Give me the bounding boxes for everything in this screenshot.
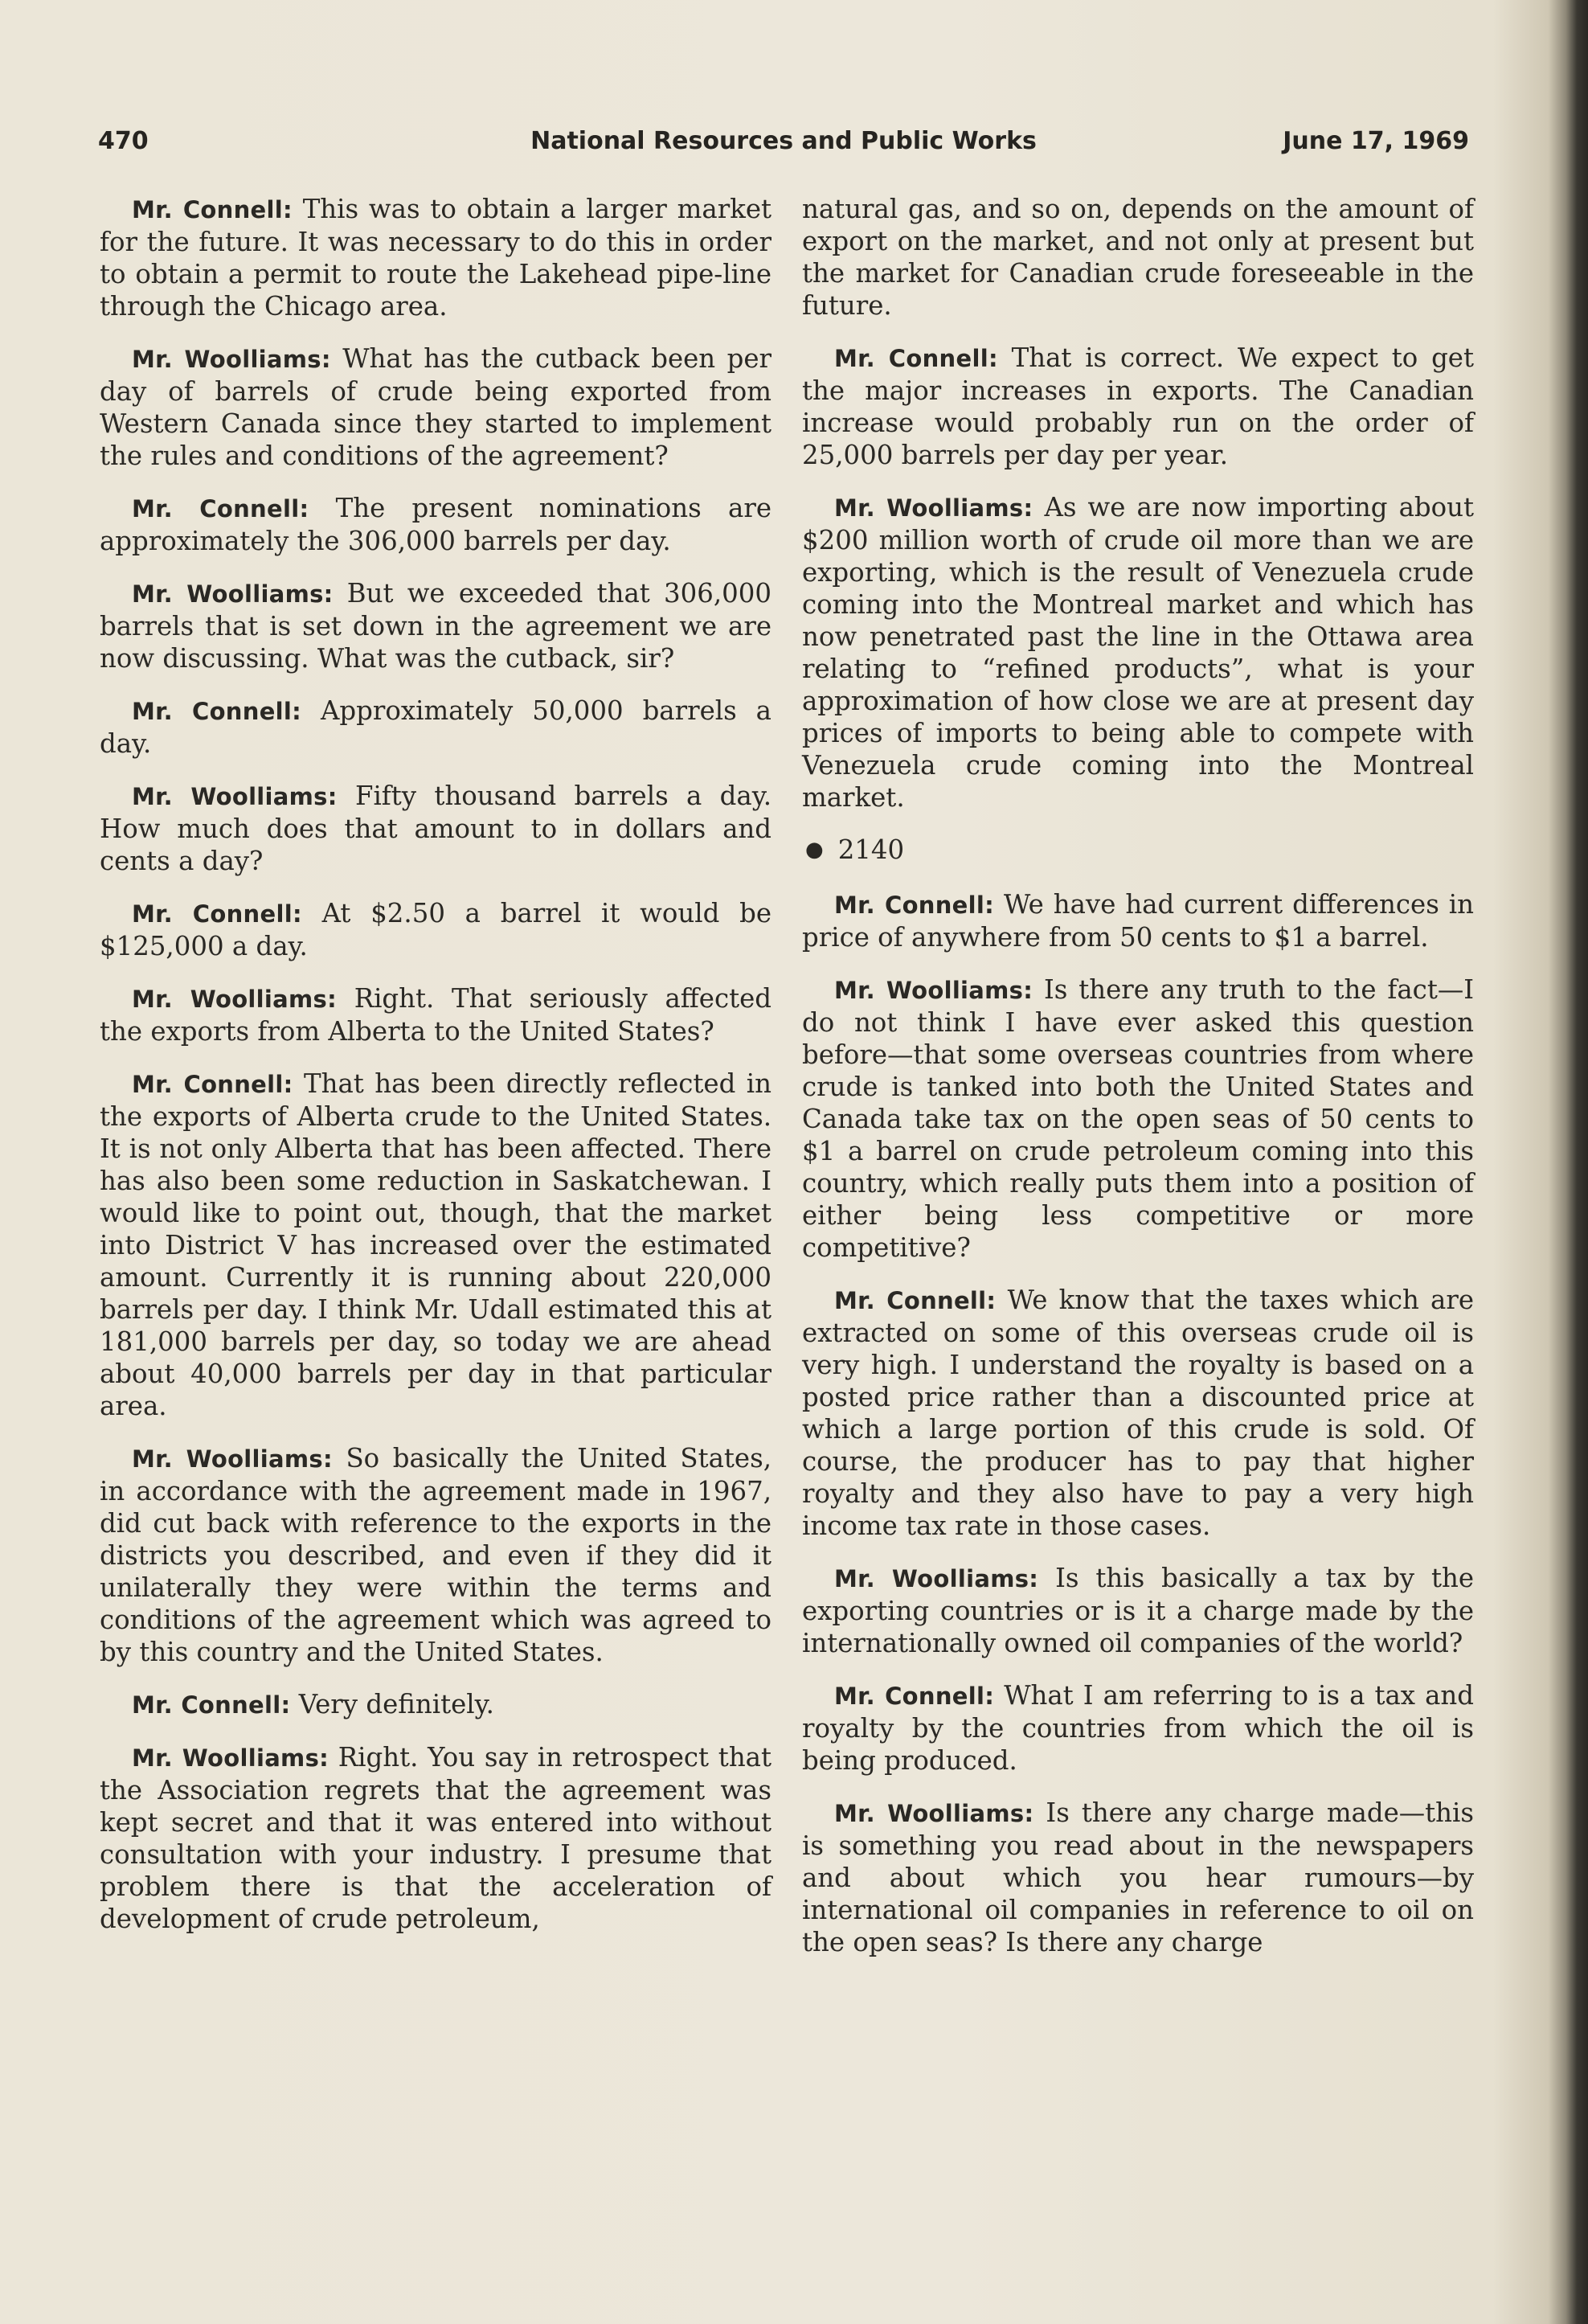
testimony-text: At $2.50 a barrel it would be $125,000 a day.	[100, 898, 772, 961]
testimony-paragraph	[802, 1284, 1474, 1542]
speaker-name: Mr. Connell:	[132, 900, 302, 928]
testimony-paragraph	[100, 897, 771, 962]
page-header	[98, 127, 1469, 159]
speaker-name: Mr. Connell:	[132, 495, 309, 523]
speaker-name: Mr. Connell:	[834, 345, 998, 372]
testimony-text: Right. That seriously affected the exports from Alberta to the United States?	[100, 983, 772, 1047]
speaker-name: Mr. Woolliams:	[132, 580, 334, 608]
page-number: 470	[98, 127, 149, 155]
speaker-name: Mr. Woolliams:	[834, 1800, 1034, 1827]
testimony-paragraph	[802, 888, 1474, 953]
testimony-text: We have had current differences in price of anywhere from 50 cents to $1 a barrel.	[802, 889, 1474, 953]
testimony-paragraph	[100, 1068, 771, 1422]
speaker-name: Mr. Connell:	[132, 1071, 293, 1098]
speaker-name: Mr. Woolliams:	[132, 783, 338, 810]
speaker-name: Mr. Woolliams:	[132, 1445, 333, 1473]
testimony-text: Fifty thousand barrels a day. How much does that amount to in dollars and cents a day?	[100, 781, 771, 876]
speaker-name: Mr. Connell:	[132, 698, 302, 725]
testimony-paragraph	[100, 1741, 771, 1935]
continued-text: natural gas, and so on, depends on the amount of export on the market, and not only at present but the market for Canadian crude foreseeable in the future.	[802, 194, 1474, 321]
testimony-paragraph	[802, 1679, 1474, 1777]
testimony-paragraph	[802, 342, 1474, 471]
testimony-paragraph	[100, 982, 771, 1047]
speaker-name: Mr. Connell:	[132, 1691, 291, 1719]
testimony-text: As we are now importing about $200 million worth of crude oil more than we are exporting, which is the result of Venezuela crude coming into the Montreal market and which has now penetrated past the line in the Ottawa area relating to “refined products”, what is your approximation of how close we are at present day prices of imports to being able to compete with Venezuela crude coming into the Montreal market.	[802, 492, 1474, 813]
speaker-name: Mr. Connell:	[834, 1287, 997, 1314]
testimony-text: But we exceeded that 306,000 barrels that is set down in the agreement we are now discussing. What was the cutback, sir?	[100, 578, 771, 674]
testimony-paragraph	[802, 491, 1474, 814]
testimony-paragraph	[100, 780, 771, 877]
testimony-text: Approximately 50,000 barrels a day.	[100, 695, 771, 759]
testimony-text: Very definitely.	[298, 1689, 494, 1719]
time-marker	[802, 834, 1474, 868]
testimony-text: That is correct. We expect to get the major increases in exports. The Canadian increase would probably run on the order of 25,000 barrels per day per year.	[802, 342, 1474, 470]
testimony-text: Is there any truth to the fact—I do not think I have ever asked this question before—that some overseas countries from where crude is tanked into both the United States and Canada take tax on the open seas of 50 cents to $1 a barrel on crude petroleum coming into this country, which really puts them into a position of either being less competitive or more competitive?	[802, 974, 1475, 1263]
testimony-text: That has been directly reflected in the exports of Alberta crude to the United States. It is not only Alberta that has been affected. There has also been some reduction in Saskatchewan. I would like to point out, though, that the market into District V has increased over the estimated amount. Currently it is running about 220,000 barrels per day. I think Mr. Udall estimated this at 181,000 barrels per day, so today we are ahead about 40,000 barrels per day in that particular area.	[100, 1068, 771, 1421]
speaker-name: Mr. Woolliams:	[132, 1744, 329, 1772]
right-column	[802, 193, 1474, 1978]
time-marker-value: 2140	[837, 834, 905, 865]
testimony-text: This was to obtain a larger market for the future. It was necessary to do this in order to obtain a permit to route the Lakehead pipe-line through the Chicago area.	[100, 194, 772, 322]
speaker-name: Mr. Woolliams:	[132, 986, 337, 1013]
testimony-paragraph	[100, 577, 771, 674]
testimony-text: What has the cutback been per day of barrels of crude being exported from Western Canada since they started to implement the rules and conditions of the agreement?	[100, 343, 772, 471]
testimony-paragraph	[100, 1688, 771, 1721]
speaker-name: Mr. Connell:	[834, 891, 995, 919]
testimony-text: We know that the taxes which are extracted on some of this overseas crude oil is very high. I understand the royalty is based on a posted price rather than a discounted price at which a large portion of this crude is sold. Of course, the producer has to pay that higher royalty and they also have to pay a very high income tax rate in those cases.	[802, 1285, 1475, 1541]
testimony-paragraph	[802, 1797, 1474, 1958]
speaker-name: Mr. Woolliams:	[132, 346, 331, 373]
testimony-paragraph	[100, 492, 771, 557]
testimony-paragraph	[100, 1442, 771, 1668]
running-title: National Resources and Public Works	[530, 127, 1037, 155]
speaker-name: Mr. Connell:	[132, 196, 293, 223]
testimony-paragraph	[802, 973, 1474, 1264]
speaker-name: Mr. Woolliams:	[834, 494, 1033, 522]
testimony-text: Right. You say in retrospect that the Association regrets that the agreement was kept secret and that it was entered into without consultation with your industry. I presume that problem there is that the acceleration of development of crude petroleum,	[100, 1742, 772, 1934]
testimony-paragraph	[100, 342, 771, 472]
testimony-text: So basically the United States, in accordance with the agreement made in 1967, did cut back with reference to the exports in the districts you described, and even if they did it unilaterally they were within the terms and conditions of the agreement which was agreed to by this country and the United States.	[100, 1443, 772, 1667]
bullet-icon: ●	[805, 838, 824, 862]
left-column	[100, 193, 771, 1955]
testimony-text: The present nominations are approximately the 306,000 barrels per day.	[100, 493, 771, 556]
speaker-name: Mr. Woolliams:	[834, 977, 1033, 1004]
testimony-paragraph	[100, 695, 771, 760]
testimony-text: What I am referring to is a tax and royalty by the countries from which the oil is being produced.	[802, 1680, 1475, 1776]
speaker-name: Mr. Connell:	[834, 1683, 995, 1710]
header-date: June 17, 1969	[1283, 127, 1469, 155]
speaker-name: Mr. Woolliams:	[834, 1565, 1039, 1592]
testimony-text: Is there any charge made—this is something you read about in the newspapers and about which you hear rumours—by international oil companies in reference to oil on the open seas? Is there any charge	[802, 1797, 1475, 1957]
testimony-text: Is this basically a tax by the exporting countries or is it a charge made by the internationally owned oil companies of the world?	[802, 1563, 1475, 1658]
testimony-paragraph	[802, 1562, 1474, 1659]
testimony-paragraph	[100, 193, 771, 322]
